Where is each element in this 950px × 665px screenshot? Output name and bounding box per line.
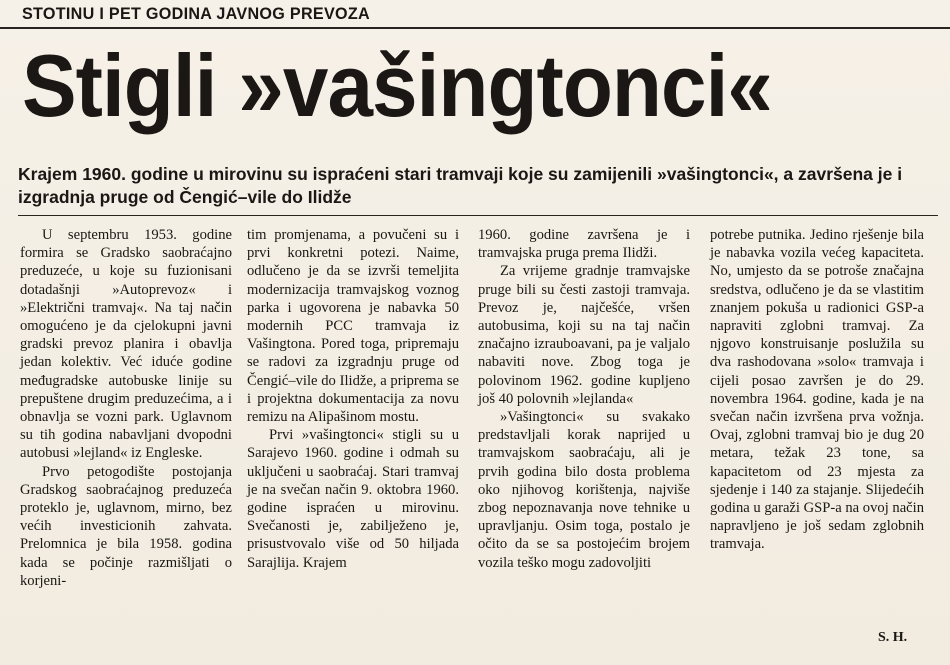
article-column-3 xyxy=(478,226,690,572)
paragraph: Prvi »vašingtonci« stigli su u Sarajevo 1960. godine i odmah su uključeni u saobraćaj. Stari tramvaj je na svečan način 9. oktobra 1960. godine ispraćen u mirovinu. Svečanosti je, zabilježeno je, prisustvovalo više od 50 hiljada Sarajlija. Krajem xyxy=(247,427,459,571)
article-column-1 xyxy=(20,226,232,590)
deck: Krajem 1960. godine u mirovinu su ispraćeni stari tramvaji koje su zamijenili »vašingtonci«, a završena je i izgradnja pruge od Čengić–vile do Ilidže xyxy=(18,164,903,207)
paragraph: Za vrijeme gradnje tramvajske pruge bili su česti zastoji tramvaja. Prevoz je, najčešće, vršen autobusima, koji su na taj način značajno izrauboavani, pa je valjalo nabaviti nove. Zbog toga je polovinom 1962. godine kupljeno još 40 polovnih »lejlanda« xyxy=(478,263,690,407)
headline: Stigli »vašingtonci« xyxy=(22,36,772,135)
paragraph: Prvo petogodište postojanja Gradskog saobraćajnog preduzeća proteklo je, uglavnom, mirno, bez većih investicionih zahvata. Prelomnica je bila 1958. godina kada se počinje razmišljati o korjeni- xyxy=(20,463,232,589)
deck-rule xyxy=(18,215,938,216)
article-column-2 xyxy=(247,226,459,572)
paragraph: »Vašingtonci« su svakako predstavljali korak naprijed u tramvajskom saobraćaju, ali je prvih godina bilo dosta problema oko njihovog korištenja, najviše zbog nepoznavanja nove tehnike u upravljanju. Osim toga, postalo je očito da se sa postojećim brojem vozila teško mogu zadovoljiti xyxy=(478,409,690,571)
kicker-rule xyxy=(0,27,950,29)
paragraph: 1960. godine završena je i tramvajska pruga prema Ilidži. xyxy=(478,227,690,262)
author-signature: S. H. xyxy=(878,630,908,645)
paragraph: potrebe putnika. Jedino rješenje bila je nabavka vozila većeg kapaciteta. No, umjesto da se potroše značajna sredstva, odlučeno je da se vlastitim znanjem pokuša u radionici GSP-a napraviti zglobni tramvaj. Za njgovo konstruisanje poslužila su dva rashodovana »solo« tramvaja i cijeli posao završen je do 29. novembra 1964. godine, kada je na svečan način izvršena prva vožnja. Ovaj, zglobni tramvaj bio je dug 20 metara, težak 23 tone, sa kapacitetom od 23 mjesta za sjedenje i 140 za stajanje. Slijedećih godina u garaži GSP-a na ovoj način napravljeno je još sedam zglobnih tramvaja. xyxy=(710,227,924,553)
article-column-4 xyxy=(710,226,924,554)
paragraph: tim promjenama, a povučeni su i prvi konkretni potezi. Naime, odlučeno je da se izvrši temeljita modernizacija tramvajskog voznog parka i ugovorena je nabavka 50 modernih PCC tramvaja iz Vašingtona. Pored toga, pripremaju se radovi za izgradnju pruge od Čengić–vile do Ilidže, a priprema se i projektna dokumentacija za novu remizu na Alipašinom mostu. xyxy=(247,227,459,426)
paragraph: U septembru 1953. godine formira se Gradsko saobraćajno preduzeće, u koje su fuzionisani dotadašnji »Autoprevoz« i »Električni tramvaj«. Na taj način omogućeno je da cjelokupni javni gradski prevoz planira i obavlja jedan kolektiv. Već iduće godine međugradske autobuske linije su prepuštene drugim preduzećima, a i obnavlja se vozni park. Uglavnom su tih godina nabavljani dvopodni autobusi »lejland« iz Engleske. xyxy=(20,227,232,462)
section-kicker: STOTINU I PET GODINA JAVNOG PREVOZA xyxy=(22,4,370,23)
